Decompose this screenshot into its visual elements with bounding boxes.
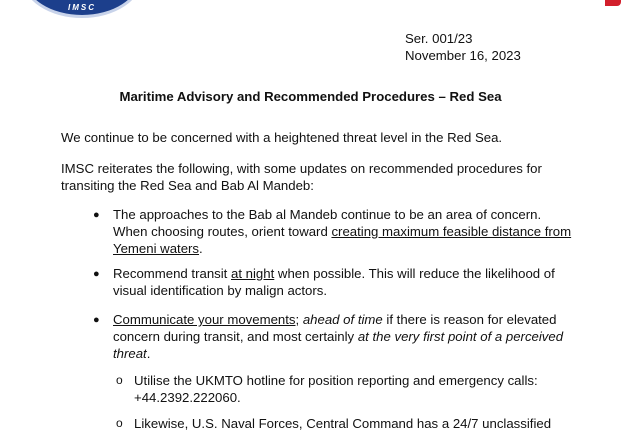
bullet-night-transit [113,265,555,299]
imsc-logo [22,0,142,18]
sub-bullet-1-line-1: Utilise the UKMTO hotline for position reporting and emergency calls: [134,373,538,388]
reiterate-line-1: IMSC reiterates the following, with some updates on recommended procedures for [61,161,542,176]
bullet-marker: ● [93,314,100,326]
bullet-routes [113,206,571,257]
sub-bullet-1-line-2: +44.2392.222060. [134,390,241,405]
bullet-2-line-1: Recommend transit at night when possible. This will reduce the likelihood of [113,266,555,281]
reference-block [405,30,521,64]
bullet-marker: ● [93,268,100,280]
serial-number: Ser. 001/23 [405,31,473,46]
sub-bullet-marker: o [116,416,123,430]
reiterate-paragraph [61,160,542,194]
bullet-communicate [113,311,563,362]
document-title: Maritime Advisory and Recommended Procedures – Red Sea [119,89,502,104]
sub-bullet-2-line-1: Likewise, U.S. Naval Forces, Central Command has a 24/7 unclassified [134,416,552,431]
bullet-3-line-2: concern during transit, and most certainly at the very first point of a perceived [113,329,564,344]
sub-bullet-ukmto [134,372,538,406]
sub-bullet-navcent [134,415,551,432]
intro-paragraph: We continue to be concerned with a heightened threat level in the Red Sea. [61,130,503,145]
logo-text: IMSC [68,3,96,12]
bullet-3-line-3: threat. [113,346,151,361]
bullet-3-line-1: Communicate your movements; ahead of time if there is reason for elevated [113,312,557,327]
bullet-1-line-3: Yemeni waters. [113,241,203,256]
document-date: November 16, 2023 [405,48,521,63]
bullet-marker: ● [93,209,100,221]
bullet-2-line-2: visual identification by malign actors. [113,283,328,298]
bullet-1-line-1: The approaches to the Bab al Mandeb continue to be an area of concern. [113,207,542,222]
letterhead-red-mark [605,0,621,6]
bullet-1-line-2: When choosing routes, orient toward creating maximum feasible distance from [113,224,572,239]
sub-bullet-marker: o [116,373,123,387]
reiterate-line-2: transiting the Red Sea and Bab Al Mandeb: [61,178,314,193]
